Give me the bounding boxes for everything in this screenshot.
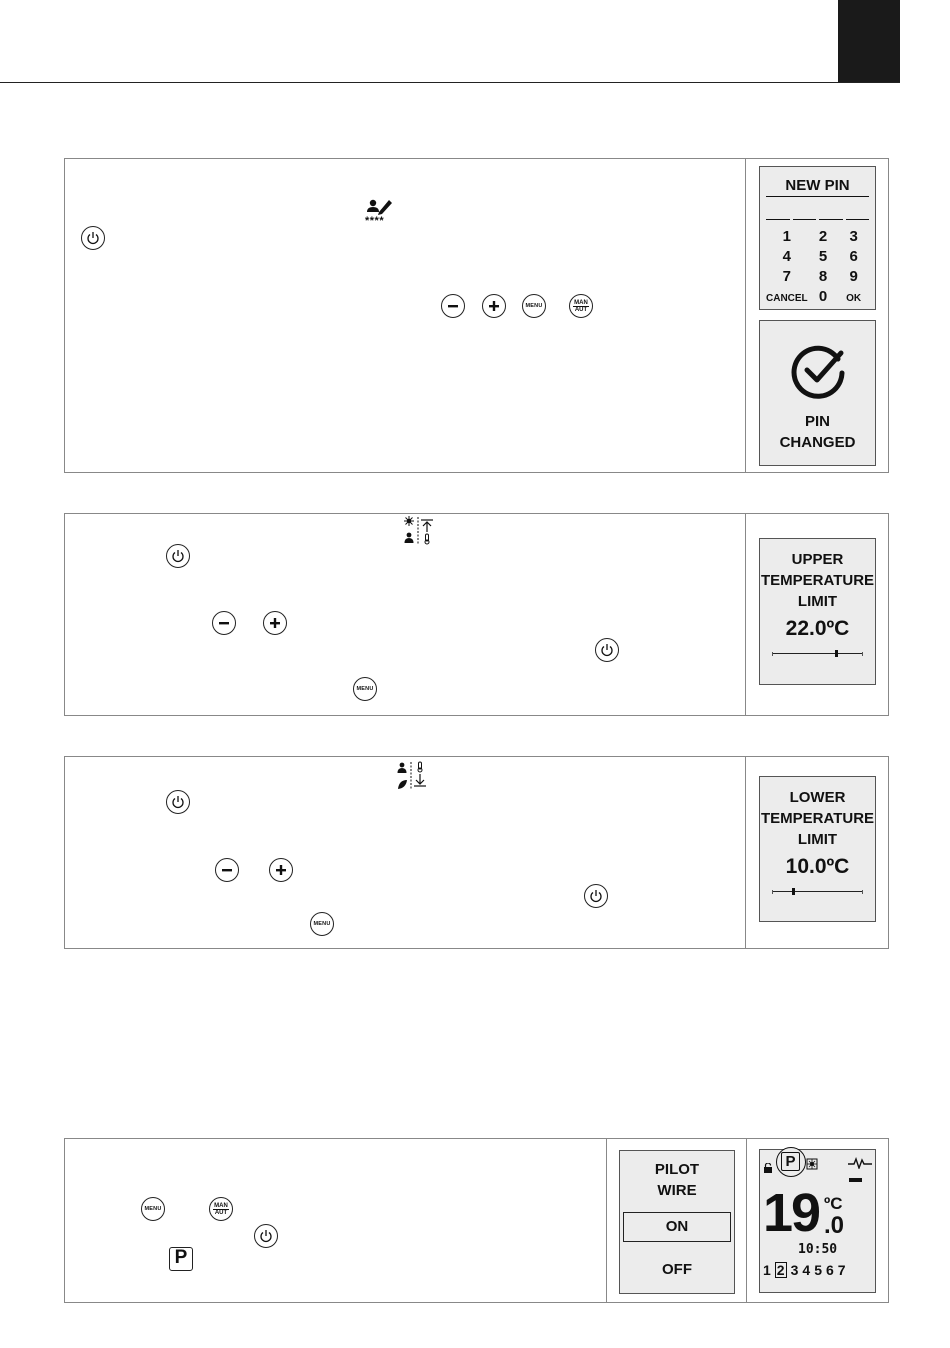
clock: 10:50 (798, 1242, 838, 1257)
upper-limit-title (760, 549, 875, 612)
page-tab (838, 0, 900, 82)
slider-knob[interactable] (835, 650, 838, 657)
plus-button[interactable] (269, 858, 293, 882)
weekday-strip (763, 1262, 846, 1278)
upper-limit-value: 22.0ºC (785, 617, 850, 640)
title-line1: UPPER (791, 551, 844, 568)
pilot-on-option[interactable]: ON (623, 1212, 731, 1242)
key-5[interactable]: 5 (818, 248, 828, 265)
new-pin-title: NEW PIN (785, 177, 850, 194)
new-pin-screen (759, 166, 876, 310)
pin-changed-line2: CHANGED (779, 434, 856, 451)
panel-divider (745, 514, 746, 715)
sun-icon (806, 1157, 818, 1175)
temperature-decimal: .0 (824, 1212, 845, 1239)
power-button[interactable] (166, 790, 190, 814)
day-6: 6 (825, 1262, 834, 1278)
menu-button-label: MENU (144, 1206, 162, 1212)
man-label: MAN (574, 299, 588, 306)
power-button[interactable] (166, 544, 190, 568)
plus-button[interactable] (263, 611, 287, 635)
title-line3: LIMIT (797, 593, 838, 610)
upper-limit-panel (64, 513, 889, 716)
pin-changed-screen (759, 320, 876, 466)
menu-button[interactable] (141, 1197, 165, 1221)
key-4[interactable]: 4 (782, 248, 791, 265)
day-7: 7 (837, 1262, 846, 1278)
man-label: MAN (214, 1202, 228, 1209)
pin-changed-line1: PIN (804, 413, 830, 430)
day-3: 3 (790, 1262, 799, 1278)
power-button[interactable] (81, 226, 105, 250)
key-6[interactable]: 6 (849, 248, 858, 265)
minus-button[interactable] (441, 294, 465, 318)
title-line2: TEMPERATURE (760, 572, 875, 589)
title-line3: LIMIT (797, 831, 838, 848)
pilot-wire-screen (619, 1150, 735, 1294)
pilot-wire-indicator: P (781, 1152, 800, 1171)
key-0[interactable]: 0 (818, 288, 828, 305)
pin-edit-icon (365, 197, 395, 227)
upper-limit-screen (759, 538, 876, 685)
pin-entry-slots (766, 219, 869, 220)
day-5: 5 (814, 1262, 822, 1278)
panel-divider (606, 1139, 607, 1302)
pin-section-panel (64, 158, 889, 473)
power-button-confirm[interactable] (595, 638, 619, 662)
pilot-wire-icon: P (169, 1247, 193, 1271)
key-cancel[interactable]: CANCEL (766, 293, 808, 304)
header-rule (0, 82, 900, 83)
day-1: 1 (763, 1262, 771, 1278)
panel-divider (745, 757, 746, 948)
day-4: 4 (802, 1262, 811, 1278)
menu-button-label: MENU (313, 921, 331, 927)
upper-limit-icon (403, 516, 437, 546)
pilot-off-option[interactable]: OFF (662, 1261, 692, 1278)
pin-icon-stars: **** (365, 215, 385, 227)
man-aut-button[interactable] (209, 1197, 233, 1221)
pilot-wire-panel (64, 1138, 889, 1303)
man-aut-button[interactable] (569, 294, 593, 318)
heating-wave-icon (848, 1156, 872, 1174)
title-line1: PILOT (654, 1161, 700, 1178)
lower-limit-value: 10.0ºC (785, 855, 850, 878)
menu-button-label: MENU (356, 686, 374, 692)
menu-button[interactable] (310, 912, 334, 936)
menu-button-label: MENU (525, 303, 543, 309)
title-line1: LOWER (789, 789, 846, 806)
title-line2: WIRE (657, 1182, 697, 1199)
slider-knob[interactable] (792, 888, 795, 895)
pilot-wire-title (620, 1159, 734, 1201)
key-2[interactable]: 2 (818, 228, 828, 245)
power-button[interactable] (254, 1224, 278, 1248)
check-icon (788, 341, 848, 406)
pin-changed-text (760, 411, 875, 453)
power-button-confirm[interactable] (584, 884, 608, 908)
day-2-selected: 2 (776, 1262, 785, 1278)
lower-limit-panel (64, 756, 889, 949)
upper-limit-slider[interactable] (772, 653, 863, 654)
key-3[interactable]: 3 (849, 228, 858, 245)
pin-keypad (766, 228, 869, 306)
key-8[interactable]: 8 (818, 268, 828, 285)
title-line2: TEMPERATURE (760, 810, 875, 827)
temperature-unit: ºC (824, 1194, 843, 1213)
current-temperature: 19 (763, 1183, 820, 1243)
panel-divider (746, 1139, 747, 1302)
main-display-screen (759, 1149, 876, 1293)
panel-divider (745, 159, 746, 472)
lock-icon (763, 1160, 773, 1178)
menu-button[interactable] (353, 677, 377, 701)
key-ok[interactable]: OK (846, 293, 862, 304)
key-9[interactable]: 9 (849, 268, 858, 285)
lower-limit-screen (759, 776, 876, 922)
title-rule (766, 196, 869, 197)
plus-button[interactable] (482, 294, 506, 318)
lower-limit-title (760, 787, 875, 850)
lower-limit-icon (396, 761, 430, 791)
menu-button[interactable] (522, 294, 546, 318)
minus-button[interactable] (215, 858, 239, 882)
key-7[interactable]: 7 (782, 268, 791, 285)
aut-label: AUT (214, 1209, 228, 1216)
aut-label: AUT (574, 306, 588, 313)
lower-limit-slider[interactable] (772, 891, 863, 892)
key-1[interactable]: 1 (782, 228, 791, 245)
minus-button[interactable] (212, 611, 236, 635)
mode-dash (849, 1178, 862, 1182)
